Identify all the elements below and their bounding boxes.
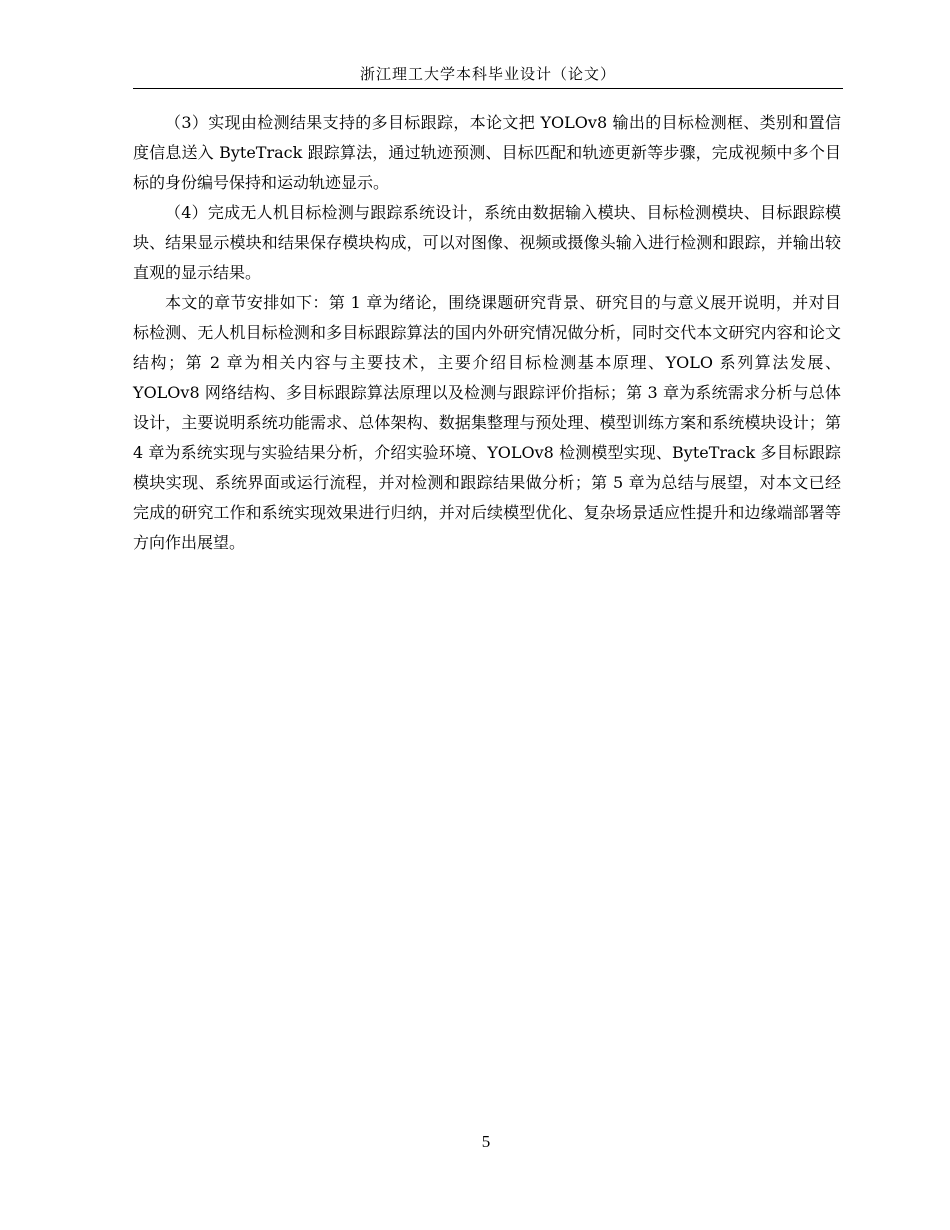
page-header-title: 浙江理工大学本科毕业设计（论文） bbox=[359, 65, 616, 83]
document-body bbox=[133, 108, 841, 558]
paragraph-chapter-outline: 本文的章节安排如下：第 1 章为绪论，围绕课题研究背景、研究目的与意义展开说明，并对目标检测、无人机目标检测和多目标跟踪算法的国内外研究情况做分析，同时交代本文研究内容和论文结构；第 2 章为相关内容与主要技术，主要介绍目标检测基本原理、YOLO 系列算法发展、YOLOv8 网络结构、多目标跟踪算法原理以及检测与跟踪评价指标；第 3 章为系统需求分析与总体设计，主要说明系统功能需求、总体架构、数据集整理与预处理、模型训练方案和系统模块设计；第 4 章为系统实现与实验结果分析，介绍实验环境、YOLOv8 检测模型实现、ByteTrack 多目标跟踪模块实现、系统界面或运行流程，并对检测和跟踪结果做分析；第 5 章为总结与展望，对本文已经完成的研究工作和系统实现效果进行归纳，并对后续模型优化、复杂场景适应性提升和边缘端部署等方向作出展望。 bbox=[133, 293, 841, 552]
paragraph-objective-3: （3）实现由检测结果支持的多目标跟踪，本论文把 YOLOv8 输出的目标检测框、类别和置信度信息送入 ByteTrack 跟踪算法，通过轨迹预测、目标匹配和轨迹更新等步骤，完成视频中多个目标的身份编号保持和运动轨迹显示。 bbox=[133, 113, 841, 192]
header-divider bbox=[133, 88, 843, 89]
paragraph-objective-4: （4）完成无人机目标检测与跟踪系统设计，系统由数据输入模块、目标检测模块、目标跟踪模块、结果显示模块和结果保存模块构成，可以对图像、视频或摄像头输入进行检测和跟踪，并输出较直观的显示结果。 bbox=[133, 203, 841, 282]
page-number: 5 bbox=[481, 1132, 491, 1151]
